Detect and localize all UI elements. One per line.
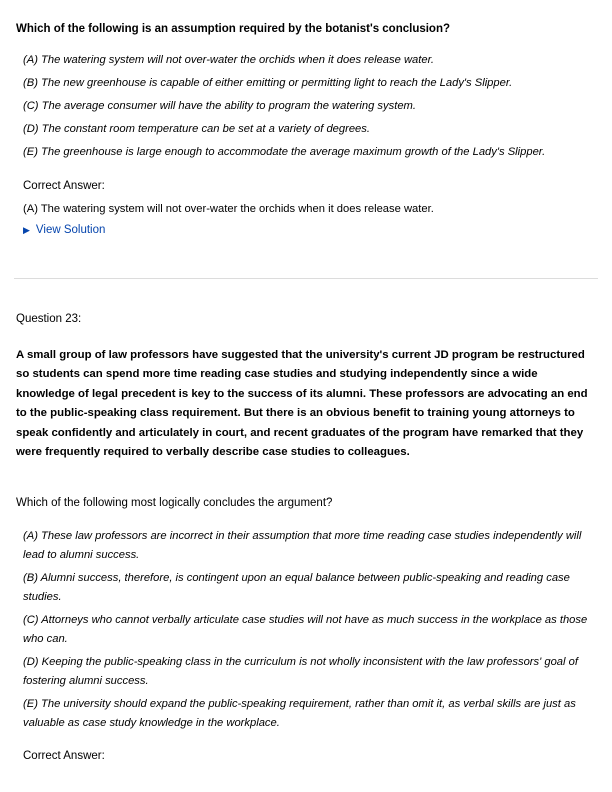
view-solution-link[interactable] (23, 224, 105, 236)
option-d[interactable]: (D) The constant room temperature can be set at a variety of degrees. (23, 123, 370, 135)
option-e[interactable]: (E) The university should expand the public-speaking requirement, rather than omit it, as verbal skills are just as valuable as case study knowledge in the workplace. (23, 698, 576, 729)
option-b[interactable]: (B) Alumni success, therefore, is contingent upon an equal balance between public-speaking and reading case studies. (23, 572, 570, 603)
option-d[interactable]: (D) Keeping the public-speaking class in the curriculum is not wholly inconsistent with the law professors' goal of fostering alumni success. (23, 656, 578, 687)
option-b[interactable]: (B) The new greenhouse is capable of either emitting or permitting light to reach the Lady's Slipper. (23, 77, 513, 89)
question-23-prompt: Which of the following most logically concludes the argument? (16, 497, 333, 509)
view-solution-label: View Solution (35, 224, 106, 236)
option-c[interactable]: (C) The average consumer will have the ability to program the watering system. (23, 100, 416, 112)
option-c[interactable]: (C) Attorneys who cannot verbally articulate case studies will not have as much success in the workplace as those who can. (23, 614, 588, 645)
triangle-right-icon: ▶ (23, 225, 30, 235)
correct-answer-label: Correct Answer: (23, 180, 105, 192)
option-e[interactable]: (E) The greenhouse is large enough to accommodate the average maximum growth of the Lady's Slipper. (23, 146, 546, 158)
question-22-prompt: Which of the following is an assumption required by the botanist's conclusion? (16, 23, 451, 35)
correct-answer-text: (A) The watering system will not over-water the orchids when it does release water. (23, 203, 434, 215)
option-a[interactable]: (A) The watering system will not over-water the orchids when it does release water. (23, 54, 435, 66)
section-divider (14, 278, 598, 279)
question-23-passage: A small group of law professors have suggested that the university's current JD program be restructured so students can spend more time reading case studies and studying independently since a wide knowledge of legal precedent is key to the success of its alumni. These professors are advocating an end to the public-speaking class requirement. But there is an obvious benefit to training young attorneys to speak confidently and articulately in court, and recent graduates of the program have remarked that they were frequently required to verbally describe case studies to colleagues. (16, 349, 588, 459)
question-23-heading: Question 23: (16, 313, 82, 325)
option-a[interactable]: (A) These law professors are incorrect in their assumption that more time reading case studies independently will lead to alumni success. (23, 530, 582, 561)
correct-answer-label-23: Correct Answer: (23, 750, 105, 762)
